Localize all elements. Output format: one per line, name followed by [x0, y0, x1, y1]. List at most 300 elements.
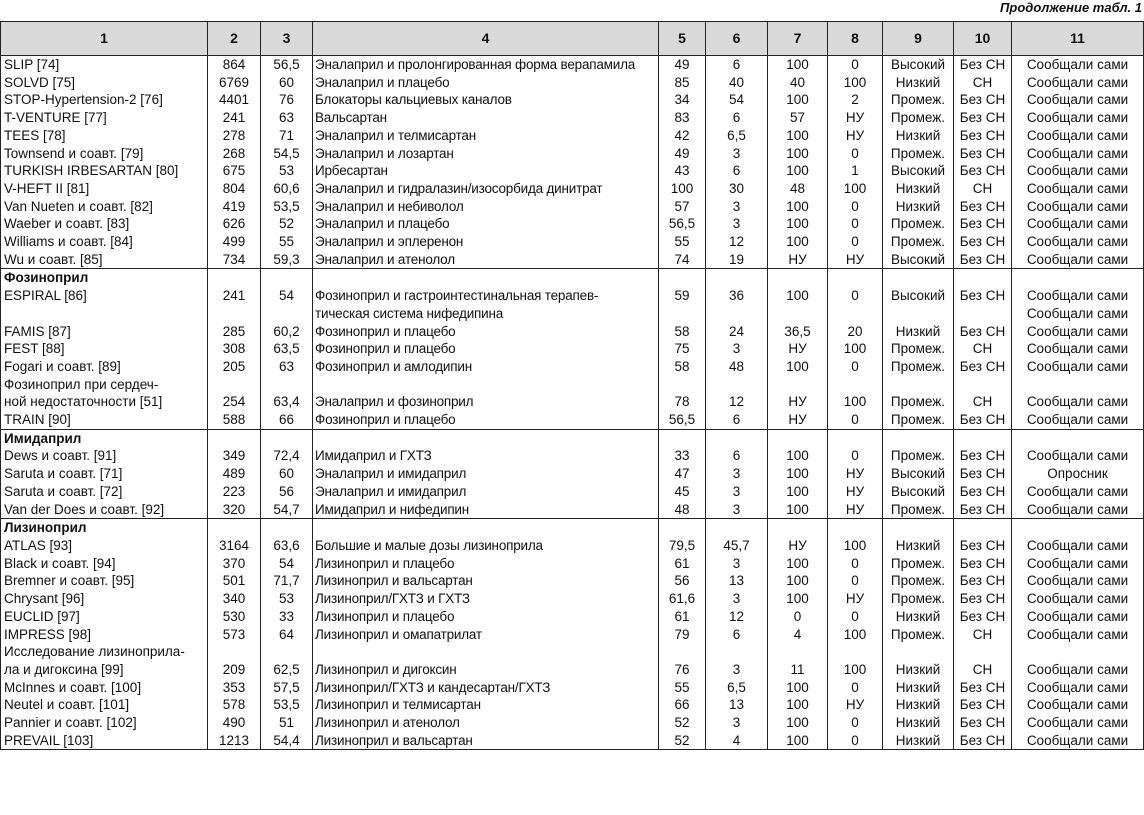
cell-followup: 3: [706, 215, 768, 233]
cell-hf: СН: [954, 626, 1012, 644]
cell-pct7: 100: [768, 465, 828, 483]
cell-comparison: Блокаторы кальциевых каналов: [313, 91, 659, 109]
cell-pct8: 0: [828, 447, 883, 465]
cell-pct7: 100: [768, 732, 828, 750]
cell-n: 370: [208, 555, 261, 573]
cell-n: 490: [208, 714, 261, 732]
table-row: [1, 608, 1144, 626]
cell-comparison: Вальсартан: [313, 109, 659, 127]
cell-followup: 12: [706, 608, 768, 626]
cell-pct8: 20: [828, 323, 883, 341]
cell-followup: [706, 643, 768, 661]
cell-assessment: Сообщали сами: [1012, 590, 1144, 608]
table-row: [1, 465, 1144, 483]
cell-n: 320: [208, 501, 261, 519]
cell-n: 588: [208, 411, 261, 429]
cell-followup: 54: [706, 91, 768, 109]
table-row: [1, 180, 1144, 198]
cell-age: 54,7: [261, 501, 313, 519]
cell-male-pct: 56: [659, 572, 706, 590]
cell-comparison: Эналаприл и лозартан: [313, 145, 659, 163]
table-row: [1, 679, 1144, 697]
cell-assessment: Сообщали сами: [1012, 162, 1144, 180]
cell-age: 64: [261, 626, 313, 644]
cell-n: 278: [208, 127, 261, 145]
cell-n: 734: [208, 251, 261, 269]
cell-comparison: Фозиноприл и плацебо: [313, 323, 659, 341]
cell-comparison: Лизиноприл/ГХТЗ и ГХТЗ: [313, 590, 659, 608]
table-row: [1, 109, 1144, 127]
table-cell: [883, 429, 954, 447]
cell-pct7: 100: [768, 56, 828, 74]
table-row: [1, 323, 1144, 341]
cell-risk: Промеж.: [883, 501, 954, 519]
cell-hf: Без СН: [954, 555, 1012, 573]
cell-followup: 6: [706, 447, 768, 465]
cell-pct8: 0: [828, 411, 883, 429]
cell-pct8: 0: [828, 714, 883, 732]
cell-pct8: 0: [828, 608, 883, 626]
cell-comparison: Эналаприл и имидаприл: [313, 465, 659, 483]
table-section: [1, 269, 1144, 429]
cell-pct7: НУ: [768, 411, 828, 429]
cell-comparison: Лизиноприл и плацебо: [313, 608, 659, 626]
cell-assessment: Сообщали сами: [1012, 180, 1144, 198]
table-row: [1, 590, 1144, 608]
cell-study: Bremner и соавт. [95]: [1, 572, 208, 590]
cell-study: Fogari и соавт. [89]: [1, 358, 208, 376]
cell-comparison: Эналаприл и эплеренон: [313, 233, 659, 251]
cell-followup: 6: [706, 56, 768, 74]
cell-study: ATLAS [93]: [1, 537, 208, 555]
cell-comparison: Эналаприл и небиволол: [313, 198, 659, 216]
cell-pct8: 0: [828, 572, 883, 590]
cell-n: 1213: [208, 732, 261, 750]
cell-assessment: Сообщали сами: [1012, 483, 1144, 501]
cell-comparison: Эналаприл и гидралазин/изосорбида динитрат: [313, 180, 659, 198]
table-row: [1, 56, 1144, 74]
cell-pct8: 100: [828, 74, 883, 92]
cell-followup: 3: [706, 198, 768, 216]
cell-comparison: [313, 643, 659, 661]
cell-male-pct: 47: [659, 465, 706, 483]
table-cell: [261, 429, 313, 447]
cell-study: FEST [88]: [1, 340, 208, 358]
cell-hf: Без СН: [954, 714, 1012, 732]
cell-hf: [954, 643, 1012, 661]
table-cell: [954, 429, 1012, 447]
cell-assessment: Сообщали сами: [1012, 109, 1144, 127]
cell-male-pct: 61: [659, 555, 706, 573]
cell-pct7: 100: [768, 198, 828, 216]
cell-pct8: 100: [828, 340, 883, 358]
cell-study: [1, 305, 208, 323]
cell-assessment: Сообщали сами: [1012, 537, 1144, 555]
cell-risk: Низкий: [883, 696, 954, 714]
cell-age: 60,6: [261, 180, 313, 198]
cell-risk: Низкий: [883, 608, 954, 626]
cell-study: EUCLID [97]: [1, 608, 208, 626]
cell-risk: Высокий: [883, 465, 954, 483]
cell-pct7: НУ: [768, 251, 828, 269]
cell-assessment: Сообщали сами: [1012, 608, 1144, 626]
cell-comparison: Имидаприл и ГХТЗ: [313, 447, 659, 465]
cell-followup: 36: [706, 287, 768, 305]
table-cell: [208, 519, 261, 537]
cell-pct8: 0: [828, 233, 883, 251]
cell-pct8: 0: [828, 215, 883, 233]
cell-hf: Без СН: [954, 323, 1012, 341]
cell-hf: Без СН: [954, 537, 1012, 555]
table-row: [1, 572, 1144, 590]
cell-male-pct: 83: [659, 109, 706, 127]
cell-risk: Промеж.: [883, 447, 954, 465]
cell-risk: Промеж.: [883, 555, 954, 573]
table-row: [1, 447, 1144, 465]
cell-pct7: [768, 643, 828, 661]
cell-male-pct: 61,6: [659, 590, 706, 608]
table-cell: [706, 519, 768, 537]
table-cell: [313, 269, 659, 287]
cell-study: V-HEFT II [81]: [1, 180, 208, 198]
table-cell: [261, 269, 313, 287]
cell-n: 308: [208, 340, 261, 358]
cell-male-pct: 75: [659, 340, 706, 358]
cell-assessment: Сообщали сами: [1012, 74, 1144, 92]
cell-pct7: 11: [768, 661, 828, 679]
cell-hf: Без СН: [954, 162, 1012, 180]
cell-comparison: Ирбесартан: [313, 162, 659, 180]
cell-study: TRAIN [90]: [1, 411, 208, 429]
cell-assessment: Сообщали сами: [1012, 233, 1144, 251]
cell-n: 254: [208, 393, 261, 411]
cell-study: Wu и соавт. [85]: [1, 251, 208, 269]
cell-hf: Без СН: [954, 483, 1012, 501]
cell-pct7: 40: [768, 74, 828, 92]
column-header-3: 3: [261, 22, 313, 56]
cell-assessment: Сообщали сами: [1012, 323, 1144, 341]
cell-study: STOP-Hypertension-2 [76]: [1, 91, 208, 109]
cell-age: 63,5: [261, 340, 313, 358]
cell-pct8: 1: [828, 162, 883, 180]
cell-pct7: 100: [768, 447, 828, 465]
cell-assessment: Сообщали сами: [1012, 145, 1144, 163]
cell-hf: СН: [954, 180, 1012, 198]
cell-age: 60: [261, 74, 313, 92]
cell-age: 56,5: [261, 56, 313, 74]
cell-study: SLIP [74]: [1, 56, 208, 74]
cell-study: TURKISH IRBESARTAN [80]: [1, 162, 208, 180]
cell-n: 209: [208, 661, 261, 679]
cell-study: Neutel и соавт. [101]: [1, 696, 208, 714]
cell-male-pct: 52: [659, 714, 706, 732]
cell-assessment: Сообщали сами: [1012, 198, 1144, 216]
cell-comparison: Фозиноприл и гастроинтестинальная терапев-: [313, 287, 659, 305]
cell-followup: 3: [706, 714, 768, 732]
table-cell: [261, 519, 313, 537]
cell-assessment: Сообщали сами: [1012, 732, 1144, 750]
table-cell: [828, 269, 883, 287]
cell-study: ла и дигоксина [99]: [1, 661, 208, 679]
cell-hf: Без СН: [954, 358, 1012, 376]
group-title: Лизиноприл: [1, 519, 208, 537]
column-header-4: 4: [313, 22, 659, 56]
cell-study: IMPRESS [98]: [1, 626, 208, 644]
cell-age: 60,2: [261, 323, 313, 341]
cell-pct7: НУ: [768, 537, 828, 555]
cell-age: 63: [261, 109, 313, 127]
header-row: [1, 22, 1144, 56]
cell-pct8: 0: [828, 145, 883, 163]
cell-n: [208, 305, 261, 323]
cell-assessment: Сообщали сами: [1012, 626, 1144, 644]
cell-pct7: 100: [768, 679, 828, 697]
cell-pct7: 100: [768, 590, 828, 608]
cell-assessment: Сообщали сами: [1012, 661, 1144, 679]
group-title: Фозиноприл: [1, 269, 208, 287]
cell-study: Townsend и соавт. [79]: [1, 145, 208, 163]
cell-n: 573: [208, 626, 261, 644]
table-row: [1, 91, 1144, 109]
cell-comparison: Эналаприл и плацебо: [313, 215, 659, 233]
cell-age: 71,7: [261, 572, 313, 590]
table-cell: [1012, 519, 1144, 537]
cell-study: FAMIS [87]: [1, 323, 208, 341]
cell-hf: [954, 305, 1012, 323]
cell-assessment: Сообщали сами: [1012, 393, 1144, 411]
cell-pct7: 100: [768, 162, 828, 180]
cell-pct7: 0: [768, 608, 828, 626]
table-cell: [313, 519, 659, 537]
cell-risk: [883, 643, 954, 661]
cell-n: [208, 376, 261, 394]
cell-hf: СН: [954, 393, 1012, 411]
table-cell: [313, 429, 659, 447]
cell-pct8: НУ: [828, 696, 883, 714]
cell-hf: Без СН: [954, 696, 1012, 714]
cell-study: Van Nueten и соавт. [82]: [1, 198, 208, 216]
cell-male-pct: 34: [659, 91, 706, 109]
cell-risk: [883, 376, 954, 394]
cell-pct8: 0: [828, 56, 883, 74]
cell-pct8: НУ: [828, 501, 883, 519]
cell-study: Фозиноприл при сердеч-: [1, 376, 208, 394]
cell-assessment: Сообщали сами: [1012, 340, 1144, 358]
cell-n: 578: [208, 696, 261, 714]
table-cell: [208, 269, 261, 287]
cell-risk: Низкий: [883, 661, 954, 679]
cell-male-pct: [659, 376, 706, 394]
cell-hf: Без СН: [954, 732, 1012, 750]
cell-age: 63: [261, 358, 313, 376]
cell-n: 285: [208, 323, 261, 341]
table-row: [1, 340, 1144, 358]
cell-study: SOLVD [75]: [1, 74, 208, 92]
cell-risk: Высокий: [883, 162, 954, 180]
cell-age: 63,4: [261, 393, 313, 411]
cell-hf: Без СН: [954, 198, 1012, 216]
cell-n: 675: [208, 162, 261, 180]
column-header-6: 6: [706, 22, 768, 56]
cell-n: 205: [208, 358, 261, 376]
cell-n: 489: [208, 465, 261, 483]
table-row: [1, 661, 1144, 679]
cell-comparison: Большие и малые дозы лизиноприла: [313, 537, 659, 555]
cell-assessment: [1012, 376, 1144, 394]
table-row: [1, 376, 1144, 394]
cell-followup: 3: [706, 483, 768, 501]
table-cell: [1012, 429, 1144, 447]
cell-pct8: НУ: [828, 251, 883, 269]
cell-pct8: НУ: [828, 590, 883, 608]
cell-risk: Низкий: [883, 732, 954, 750]
cell-risk: Высокий: [883, 483, 954, 501]
cell-pct7: [768, 305, 828, 323]
cell-pct8: НУ: [828, 465, 883, 483]
cell-pct8: 2: [828, 91, 883, 109]
cell-comparison: Эналаприл и фозиноприл: [313, 393, 659, 411]
cell-age: [261, 643, 313, 661]
cell-comparison: тическая система нифедипина: [313, 305, 659, 323]
cell-risk: Низкий: [883, 679, 954, 697]
cell-age: 76: [261, 91, 313, 109]
cell-n: 241: [208, 109, 261, 127]
cell-comparison: Лизиноприл и атенолол: [313, 714, 659, 732]
cell-pct7: 100: [768, 555, 828, 573]
cell-assessment: Сообщали сами: [1012, 358, 1144, 376]
table-cell: [768, 269, 828, 287]
table-cell: [883, 269, 954, 287]
cell-study: Исследование лизиноприла-: [1, 643, 208, 661]
cell-pct7: 100: [768, 215, 828, 233]
cell-assessment: Сообщали сами: [1012, 714, 1144, 732]
cell-followup: 3: [706, 555, 768, 573]
cell-pct8: 0: [828, 198, 883, 216]
cell-comparison: Лизиноприл и вальсартан: [313, 732, 659, 750]
cell-followup: 48: [706, 358, 768, 376]
cell-pct8: [828, 643, 883, 661]
cell-age: 72,4: [261, 447, 313, 465]
column-header-1: 1: [1, 22, 208, 56]
cell-study: Chrysant [96]: [1, 590, 208, 608]
table-caption: Продолжение табл. 1: [1000, 0, 1142, 15]
cell-n: 530: [208, 608, 261, 626]
cell-male-pct: 56,5: [659, 215, 706, 233]
cell-n: 223: [208, 483, 261, 501]
cell-age: 53: [261, 162, 313, 180]
cell-pct7: 100: [768, 714, 828, 732]
cell-hf: [954, 376, 1012, 394]
cell-followup: 3: [706, 661, 768, 679]
cell-pct7: 100: [768, 287, 828, 305]
cell-male-pct: 66: [659, 696, 706, 714]
table-row: [1, 215, 1144, 233]
cell-male-pct: 74: [659, 251, 706, 269]
cell-assessment: Сообщали сами: [1012, 555, 1144, 573]
cell-age: [261, 305, 313, 323]
cell-n: 6769: [208, 74, 261, 92]
cell-pct8: 0: [828, 679, 883, 697]
cell-assessment: [1012, 643, 1144, 661]
cell-comparison: Лизиноприл и плацебо: [313, 555, 659, 573]
cell-pct8: 0: [828, 555, 883, 573]
cell-hf: Без СН: [954, 572, 1012, 590]
cell-study: McInnes и соавт. [100]: [1, 679, 208, 697]
table-row: [1, 358, 1144, 376]
cell-comparison: Лизиноприл и телмисартан: [313, 696, 659, 714]
column-header-10: 10: [954, 22, 1012, 56]
cell-pct7: 48: [768, 180, 828, 198]
cell-risk: Промеж.: [883, 215, 954, 233]
cell-age: 62,5: [261, 661, 313, 679]
cell-male-pct: 43: [659, 162, 706, 180]
cell-pct7: 100: [768, 696, 828, 714]
table-row: [1, 162, 1144, 180]
cell-risk: Промеж.: [883, 91, 954, 109]
cell-risk: Низкий: [883, 714, 954, 732]
table-row: [1, 305, 1144, 323]
cell-male-pct: 49: [659, 56, 706, 74]
cell-male-pct: 58: [659, 323, 706, 341]
cell-pct8: НУ: [828, 109, 883, 127]
cell-male-pct: 42: [659, 127, 706, 145]
cell-risk: Низкий: [883, 74, 954, 92]
cell-pct8: 0: [828, 287, 883, 305]
cell-followup: 6: [706, 411, 768, 429]
table-cell: [828, 519, 883, 537]
cell-risk: Промеж.: [883, 145, 954, 163]
cell-pct7: 100: [768, 145, 828, 163]
cell-male-pct: 55: [659, 679, 706, 697]
cell-age: 66: [261, 411, 313, 429]
cell-study: Dews и соавт. [91]: [1, 447, 208, 465]
cell-assessment: Сообщали сами: [1012, 287, 1144, 305]
cell-comparison: [313, 376, 659, 394]
table-cell: [208, 429, 261, 447]
cell-pct8: 100: [828, 661, 883, 679]
table-row: [1, 555, 1144, 573]
cell-age: 54,4: [261, 732, 313, 750]
cell-n: 353: [208, 679, 261, 697]
group-title: Имидаприл: [1, 429, 208, 447]
cell-hf: СН: [954, 74, 1012, 92]
cell-male-pct: 78: [659, 393, 706, 411]
cell-followup: 40: [706, 74, 768, 92]
cell-male-pct: [659, 305, 706, 323]
table-row: [1, 287, 1144, 305]
cell-age: 54: [261, 555, 313, 573]
cell-followup: 4: [706, 732, 768, 750]
cell-followup: [706, 305, 768, 323]
cell-age: 60: [261, 465, 313, 483]
cell-study: PREVAIL [103]: [1, 732, 208, 750]
cell-age: 53,5: [261, 198, 313, 216]
cell-male-pct: 59: [659, 287, 706, 305]
cell-hf: Без СН: [954, 411, 1012, 429]
cell-pct7: 100: [768, 572, 828, 590]
cell-followup: 6: [706, 626, 768, 644]
cell-followup: 6: [706, 109, 768, 127]
cell-male-pct: [659, 643, 706, 661]
cell-male-pct: 48: [659, 501, 706, 519]
cell-comparison: Эналаприл и пролонгированная форма верапамила: [313, 56, 659, 74]
table-section: [1, 429, 1144, 519]
cell-hf: Без СН: [954, 447, 1012, 465]
cell-assessment: Сообщали сами: [1012, 572, 1144, 590]
table-row: [1, 643, 1144, 661]
cell-male-pct: 79: [659, 626, 706, 644]
cell-pct7: НУ: [768, 393, 828, 411]
